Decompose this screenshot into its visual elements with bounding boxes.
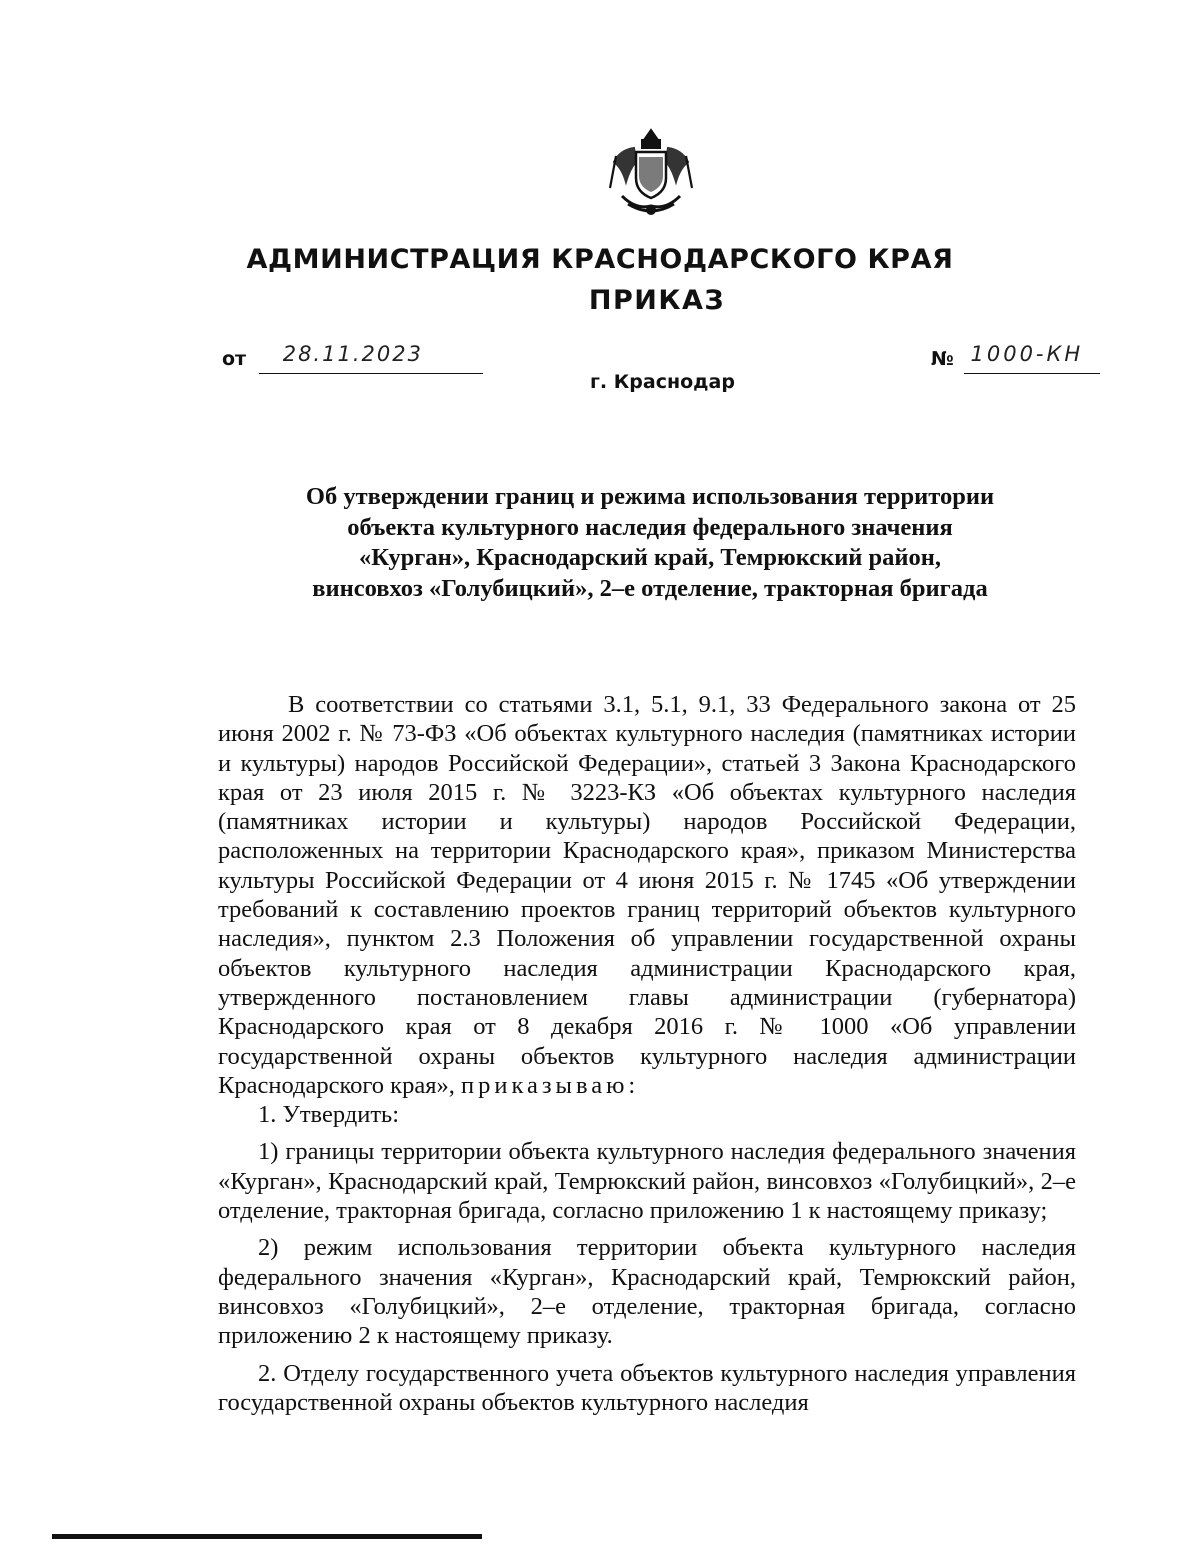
document-type: ПРИКАЗ (588, 285, 726, 316)
number-row (931, 343, 1100, 374)
preamble-text: В соответствии со статьями 3.1, 5.1, 9.1, 33 Федерального закона от 25 июня 2002 г. № 73-ФЗ «Об объектах культурного наследия (памятниках истории и культуры) народов Российской Федерации», статьей 3 Закона Краснодарского края от 23 июля 2015 г. № 3223-КЗ «Об объектах культурного наследия (памятниках истории и культуры) народов Российской Федерации, расположенных на территории Краснодарского края», приказом Министерства культуры Российской Федерации от 4 июня 2015 г. № 1745 «Об утверждении требований к составлению проектов границ территорий объектов культурного наследия», пунктом 2.3 Положения об управлении государственной охраны объектов культурного наследия администрации Краснодарского края, утвержденного постановлением главы администрации (губернатора) Краснодарского края от 8 декабря 2016 г. № 1000 «Об управлении государственной охраны объектов культурного наследия администрации Краснодарского края», (218, 691, 1076, 1099)
number-value: 1000-КН (970, 342, 1084, 366)
date-field (259, 343, 483, 374)
number-field (964, 343, 1100, 374)
item-1-1: 1) границы территории объекта культурного наследия федерального значения «Курган», Краснодарский край, Темрюкский район, винсовхоз «Голубицкий», 2–е отделение, тракторная бригада, согласно приложению 1 к настоящему приказу; (218, 1138, 1076, 1225)
order-word: приказываю: (460, 1071, 640, 1099)
scan-edge-line (52, 1534, 482, 1539)
document-title (180, 482, 1120, 604)
title-line: «Курган», Краснодарский край, Темрюкский район, (358, 544, 942, 571)
organization-name: АДМИНИСТРАЦИЯ КРАСНОДАРСКОГО КРАЯ (246, 244, 954, 275)
date-value: 28.11.2023 (282, 342, 423, 366)
document-body (218, 690, 1076, 1417)
date-label: от (222, 348, 247, 370)
item-1-2: 2) режим использования территории объекта культурного наследия федерального значения «Курган», Краснодарский край, Темрюкский район, винсовхоз «Голубицкий», 2–е отделение, тракторная бригада, согласно приложению 2 к настоящему приказу. (218, 1234, 1076, 1350)
preamble-paragraph (218, 690, 1076, 1100)
number-label: № (931, 348, 954, 370)
date-row (222, 343, 483, 374)
title-line: Об утверждении границ и режима использования территории (305, 483, 995, 510)
item-2: 2. Отделу государственного учета объектов культурного наследия управления государственной охраны объектов культурного наследия (218, 1359, 1076, 1416)
item-1: 1. Утвердить: (258, 1101, 400, 1129)
title-line: винсовхоз «Голубицкий», 2–е отделение, тракторная бригада (312, 574, 988, 602)
city: г. Краснодар (590, 371, 735, 393)
title-line: объекта культурного наследия федерального значения (347, 513, 953, 541)
coat-of-arms-icon (606, 126, 696, 218)
